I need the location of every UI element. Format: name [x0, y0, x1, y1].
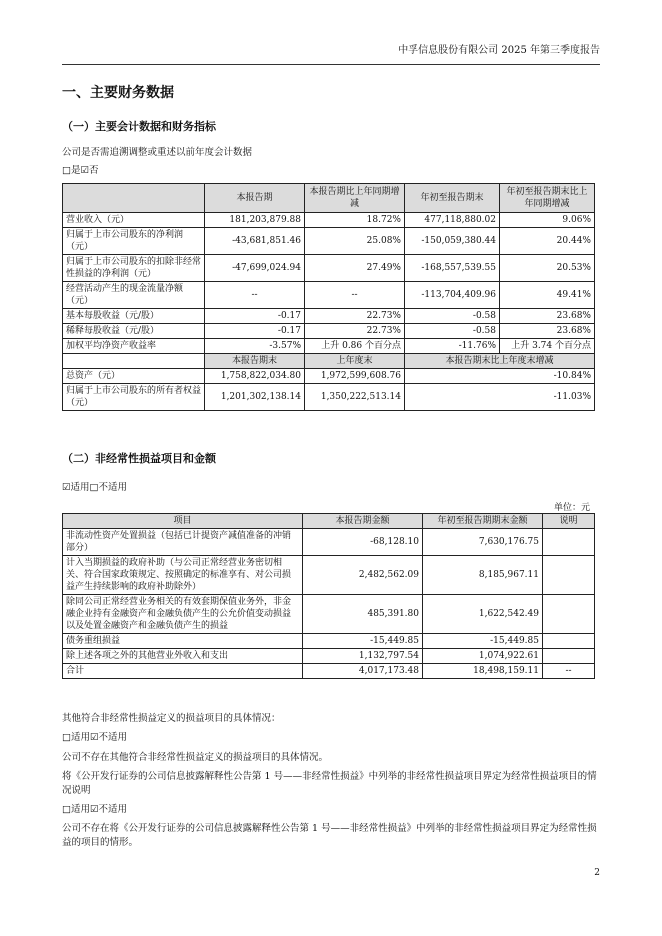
note-text: 公司不存在将《公开发行证券的公司信息披露解释性公告第 1 号——非经常性损益》中列举的非经常性损益项目界定为经常性损益的项目的情形。: [62, 823, 597, 848]
cell-value: 1,758,822,034.80: [205, 369, 305, 384]
cell-value: 2,482,562.09: [303, 556, 423, 595]
cell-value: 18.72%: [305, 213, 405, 228]
table-row: [63, 339, 595, 354]
row-label: 归属于上市公司股东的扣除非经常性损益的净利润（元）: [63, 255, 205, 282]
cell-value: -11.76%: [405, 339, 500, 354]
row-label: 合计: [63, 664, 303, 679]
cell-value: 27.49%: [305, 255, 405, 282]
cell-value: -47,699,024.94: [205, 255, 305, 282]
cell-value: -0.58: [405, 324, 500, 339]
cell-value: 20.44%: [500, 228, 595, 255]
note-text: 将《公开发行证券的公司信息披露解释性公告第 1 号——非经常性损益》中列举的非经常性损益项目界定为经常性损益项目的情况说明: [62, 771, 597, 796]
note-text: 其他符合非经常性损益定义的损益项目的具体情况：: [62, 713, 281, 724]
row-label: 计入当期损益的政府补助（与公司正常经营业务密切相关、符合国家政策规定、按照确定的标准享有、对公司损益产生持续影响的政府补助除外）: [63, 556, 303, 595]
cell-value: 4,017,173.48: [303, 664, 423, 679]
cell-value: 1,350,222,513.14: [305, 384, 405, 411]
cell-note: [543, 595, 595, 634]
cell-value: -11.03%: [405, 384, 595, 411]
page-number: 2: [594, 868, 600, 878]
header-cell: [63, 354, 205, 369]
cell-value: -3.57%: [205, 339, 305, 354]
table-row: [63, 664, 595, 679]
table-row: [63, 309, 595, 324]
nonrecurring-items-table: [62, 513, 595, 679]
cell-value: 9.06%: [500, 213, 595, 228]
note-applicable: □适用☑不适用: [62, 732, 127, 743]
cell-value: -15,449.85: [303, 634, 423, 649]
cell-value: -150,059,380.44: [405, 228, 500, 255]
cell-note: [543, 634, 595, 649]
header-cell: 年初至报告期末比上年同期增减: [500, 184, 595, 213]
header-cell: 说明: [543, 514, 595, 529]
table-header-row: [63, 514, 595, 529]
cell-value: --: [205, 282, 305, 309]
row-label: 加权平均净资产收益率: [63, 339, 205, 354]
row-label: 除同公司正常经营业务相关的有效套期保值业务外，非金融企业持有金融资产和金融负债产生的公允价值变动损益以及处置金融资产和金融负债产生的损益: [63, 595, 303, 634]
table-row: [63, 213, 595, 228]
row-label: 除上述各项之外的其他营业外收入和支出: [63, 649, 303, 664]
header-cell: 本报告期金额: [303, 514, 423, 529]
cell-value: -10.84%: [405, 369, 595, 384]
row-label: 稀释每股收益（元/股）: [63, 324, 205, 339]
note-text: 公司不存在其他符合非经常性损益定义的损益项目的具体情况。: [62, 752, 329, 763]
cell-value: -0.17: [205, 309, 305, 324]
cell-value: -113,704,409.96: [405, 282, 500, 309]
restatement-question: 公司是否需追溯调整或重述以前年度会计数据: [62, 147, 253, 158]
table-row: [63, 324, 595, 339]
cell-value: 1,201,302,138.14: [205, 384, 305, 411]
header-cell: 本报告期末比上年度末增减: [405, 354, 595, 369]
table-header-row: [63, 184, 595, 213]
header-cell: 本报告期末: [205, 354, 305, 369]
cell-value: 485,391.80: [303, 595, 423, 634]
header-cell: 本报告期比上年同期增减: [305, 184, 405, 213]
subsection-title-indicators: （一）主要会计数据和财务指标: [62, 120, 216, 133]
table-row: [63, 282, 595, 309]
cell-value: 23.68%: [500, 309, 595, 324]
cell-value: 上升 3.74 个百分点: [500, 339, 595, 354]
cell-value: 8,185,967.11: [423, 556, 543, 595]
cell-note: [543, 556, 595, 595]
cell-value: 1,074,922.61: [423, 649, 543, 664]
cell-value: 23.68%: [500, 324, 595, 339]
row-label: 经营活动产生的现金流量净额（元）: [63, 282, 205, 309]
cell-value: 上升 0.86 个百分点: [305, 339, 405, 354]
row-label: 总资产（元）: [63, 369, 205, 384]
cell-value: -0.58: [405, 309, 500, 324]
cell-value: 181,203,879.88: [205, 213, 305, 228]
cell-note: [543, 649, 595, 664]
table-row: [63, 556, 595, 595]
header-cell: 项目: [63, 514, 303, 529]
header-cell: 上年度末: [305, 354, 405, 369]
cell-value: 49.41%: [500, 282, 595, 309]
header-cell: 年初至报告期末: [405, 184, 500, 213]
table-row: [63, 595, 595, 634]
header-cell: 年初至报告期期末金额: [423, 514, 543, 529]
header-cell: 本报告期: [205, 184, 305, 213]
cell-value: 18,498,159.11: [423, 664, 543, 679]
cell-note: --: [543, 664, 595, 679]
subsection-title-nonrecurring: （二）非经常性损益项目和金额: [62, 452, 216, 465]
cell-value: -0.17: [205, 324, 305, 339]
cell-value: -68,128.10: [303, 529, 423, 556]
table-row: [63, 529, 595, 556]
cell-value: -15,449.85: [423, 634, 543, 649]
section-title: 一、主要财务数据: [62, 85, 174, 101]
cell-value: -168,557,539.55: [405, 255, 500, 282]
cell-value: 22.73%: [305, 309, 405, 324]
table-row: [63, 255, 595, 282]
applicable-status: ☑适用□不适用: [62, 482, 127, 493]
cell-value: 7,630,176.75: [423, 529, 543, 556]
row-label: 营业收入（元）: [63, 213, 205, 228]
row-label: 债务重组损益: [63, 634, 303, 649]
cell-value: 477,118,880.02: [405, 213, 500, 228]
row-label: 归属于上市公司股东的净利润（元）: [63, 228, 205, 255]
table-row: [63, 634, 595, 649]
cell-note: [543, 529, 595, 556]
table-row: [63, 384, 595, 411]
cell-value: 1,132,797.54: [303, 649, 423, 664]
cell-value: 22.73%: [305, 324, 405, 339]
table-row: [63, 228, 595, 255]
page-header: 中孚信息股份有限公司 2025 年第三季度报告: [62, 44, 600, 65]
cell-value: -43,681,851.46: [205, 228, 305, 255]
table-header-row: [63, 354, 595, 369]
unit-label: 单位：元: [553, 503, 590, 513]
cell-value: --: [305, 282, 405, 309]
financial-indicators-table: [62, 183, 595, 411]
restatement-answer: □是☑否: [62, 165, 99, 176]
cell-value: 25.08%: [305, 228, 405, 255]
cell-value: 1,622,542.49: [423, 595, 543, 634]
header-cell: [63, 184, 205, 213]
table-row: [63, 649, 595, 664]
row-label: 基本每股收益（元/股）: [63, 309, 205, 324]
cell-value: 1,972,599,608.76: [305, 369, 405, 384]
row-label: 归属于上市公司股东的所有者权益（元）: [63, 384, 205, 411]
note-applicable: □适用☑不适用: [62, 804, 127, 815]
row-label: 非流动性资产处置损益（包括已计提资产减值准备的冲销部分）: [63, 529, 303, 556]
table-row: [63, 369, 595, 384]
cell-value: 20.53%: [500, 255, 595, 282]
